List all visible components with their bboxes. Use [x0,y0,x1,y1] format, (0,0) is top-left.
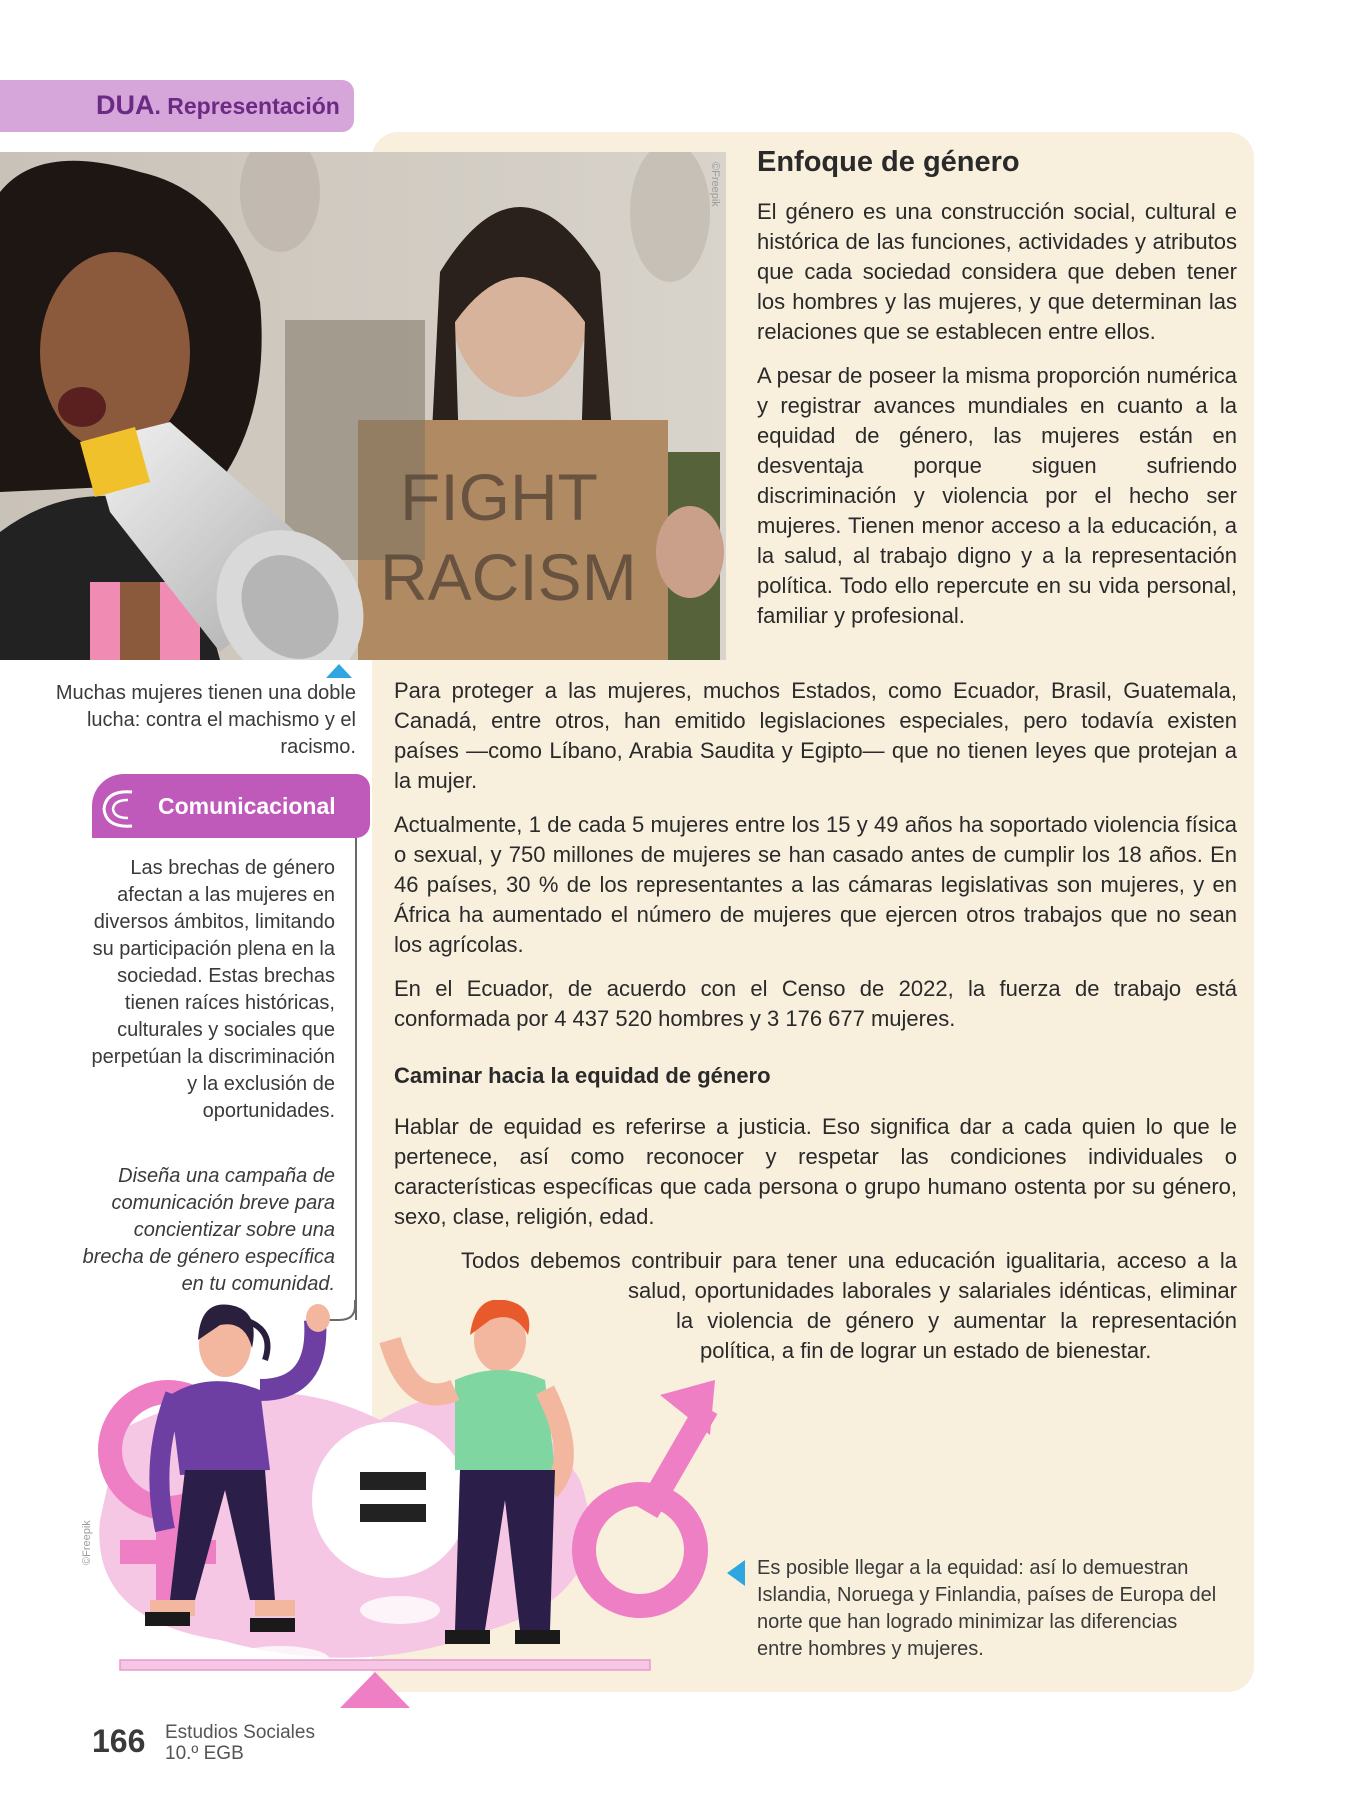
gender-equality-illustration [60,1300,720,1720]
sign-text-line2: RACISM [380,540,637,614]
intro-block [757,197,1237,631]
comunicacional-c-icon [98,786,140,832]
body-paragraph-2: Actualmente, 1 de cada 5 mujeres entre los 15 y 49 años ha soportado violencia física o sexual, y 750 millones de mujeres se han casado antes de cumplir los 18 años. En 46 países, 30 % de los representantes a las cámaras legislativas son mujeres, y en África ha aumentado el número de mujeres que ejercen otros trabajos que no sean los agrícolas. [394,812,1237,957]
closing-line-1: Todos debemos contribuir para tener una educación igualitaria, acceso a la [461,1248,1237,1273]
page-number: 166 [92,1723,146,1759]
illustration-credit: ©Freepik [81,1520,93,1565]
equals-icon [312,1422,468,1578]
woman-face [40,252,190,452]
body-block [394,676,1237,1048]
seesaw-pivot [340,1672,410,1708]
book-title: Estudios Sociales [165,1722,315,1743]
note-pointer-icon [727,1560,745,1586]
comunicacional-label: Comunicacional [158,793,336,819]
closing-line-3: la violencia de género y aumentar la representación [676,1308,1237,1333]
comunicacional-text: Las brechas de género afectan a las mujeres en diversos ámbitos, limitando su participación plena en la sociedad. Estas brechas tienen raíces históricas, culturales y sociales que perpetúan la discriminación y la exclusión de oportunidades. [91,857,335,1122]
closing-line-4: política, a fin de lograr un estado de bienestar. [700,1338,1152,1363]
intro-paragraph-1: El género es una construcción social, cultural e histórica de las funciones, actividades y atributos que cada sociedad considera que deben tener los hombres y las mujeres, y que determinan las relaciones que se establecen entre ellos. [757,199,1237,344]
section-subheading: Caminar hacia la equidad de género [394,1063,771,1088]
male-symbol-icon [584,1380,717,1606]
equity-note: Es posible llegar a la equidad: así lo demuestran Islandia, Noruega y Finlandia, países de Europa del norte que han logrado minimizar las diferencias entre hombres y mujeres. [757,1557,1217,1660]
protest-photo-art [0,152,726,660]
protest-photo [0,152,726,660]
page-title: Enfoque de género [757,146,1020,178]
dua-tab [0,80,354,132]
intro-paragraph-2: A pesar de poseer la misma proporción numérica y registrar avances mundiales en cuanto a la equidad de género, las mujeres están en desventaja porque siguen sufriendo discriminación y violencia por el hecho ser mujeres. Tienen menor acceso a la educación, a la salud, al trabajo digno y a la representación política. Todo ello repercute en su vida personal, familiar y profesional. [757,363,1237,628]
comunicacional-task: Diseña una campaña de comunicación breve para concientizar sobre una brecha de género específica en tu comunidad. [82,1165,335,1295]
body-paragraph-1: Para proteger a las mujeres, muchos Estados, como Ecuador, Brasil, Guatemala, Canadá, entre otros, han emitido legislaciones especiales, pero todavía existen países —como Líbano, Arabia Saudita y Egipto— que no tienen leyes que protejan a la mujer. [394,678,1237,793]
seesaw-board [120,1660,650,1670]
comunicacional-divider [355,838,357,1320]
photo-caption: Muchas mujeres tienen una doble lucha: contra el machismo y el racismo. [55,682,356,758]
grade-label: 10.º EGB [165,1743,244,1764]
closing-line-2: salud, oportunidades laborales y salariales idénticas, eliminar [628,1278,1237,1303]
body-paragraph-3: En el Ecuador, de acuerdo con el Censo de 2022, la fuerza de trabajo está conformada por 4 437 520 hombres y 3 176 677 mujeres. [394,976,1237,1031]
equity-paragraph: Hablar de equidad es referirse a justicia. Eso significa dar a cada quien lo que le pertenece, así como reconocer y respetar las condiciones individuales o características específicas que cada persona o grupo humano ostenta por su género, sexo, clase, religión, edad. [394,1114,1237,1229]
photo-credit: ©Freepik [709,162,721,207]
caption-pointer-icon [326,664,352,678]
dua-tag: DUA. Representación [96,90,340,120]
sign-text-line1: FIGHT [400,460,598,534]
equity-block [394,1112,1237,1232]
